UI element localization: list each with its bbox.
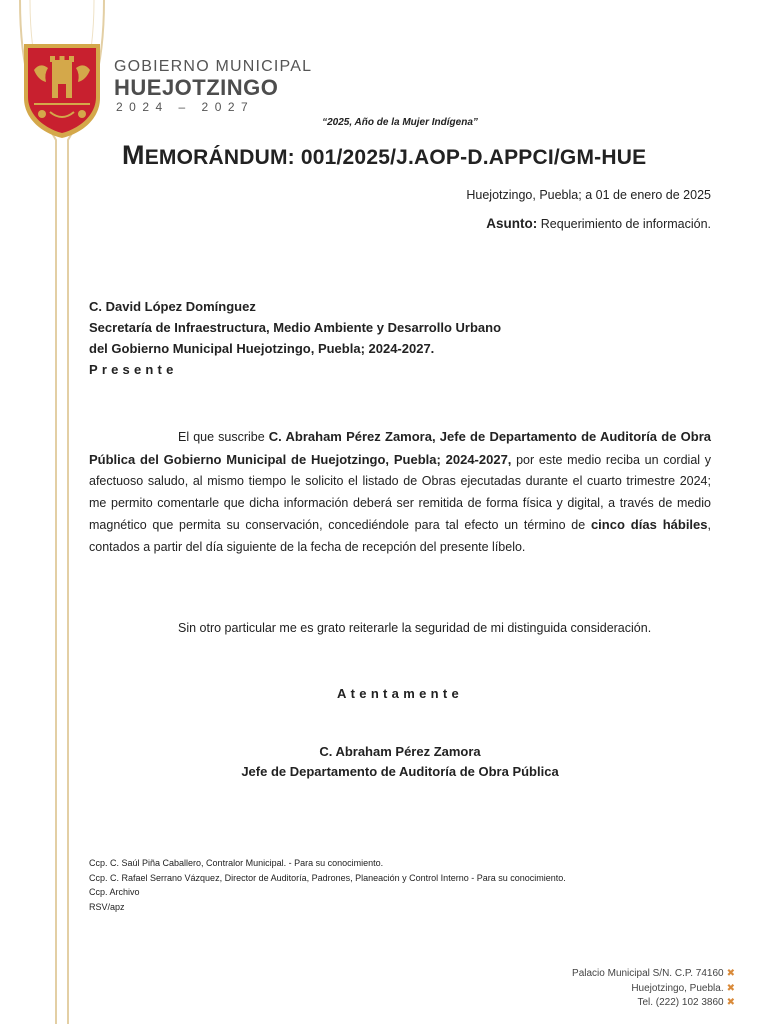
body-text-a: El que suscribe <box>178 430 269 444</box>
org-line-1: GOBIERNO MUNICIPAL <box>114 58 313 75</box>
body-signer-bold: C. Abraham Pérez Zamora, Jefe de Departamento de Auditoría de Obra Pública del Gobierno Municipal de Huejotzingo, Puebla; 2024-2027, <box>89 429 711 467</box>
ccp-line: Ccp. C. Rafael Serrano Vázquez, Director de Auditoría, Padrones, Planeación y Control Interno - Para su conocimiento. <box>89 872 566 883</box>
subject-line <box>486 216 711 231</box>
ccp-line: Ccp. Archivo <box>89 887 140 897</box>
footer-bullet-icon: ✖ <box>726 982 735 994</box>
org-years: 2024 – 2027 <box>116 100 255 114</box>
dateline: Huejotzingo, Puebla; a 01 de enero de 2025 <box>466 188 711 202</box>
closing-line: Sin otro particular me es grato reiterarle la seguridad de mi distinguida consideración. <box>178 621 652 635</box>
footer-bullet-icon: ✖ <box>726 997 735 1008</box>
addressee-entity: del Gobierno Municipal Huejotzingo, Puebla; 2024-2027. <box>89 341 435 356</box>
year-motto: “2025, Año de la Mujer Indígena” <box>322 117 478 128</box>
footer-phone: Tel. (222) 102 3860 ✖ <box>637 997 735 1008</box>
ccp-line: Ccp. C. Saúl Piña Caballero, Contralor Municipal. - Para su conocimiento. <box>89 858 384 868</box>
body-text-e: , contados a partir del día siguiente de la fecha de recepción del presente líbelo. <box>89 518 711 554</box>
ccp-list <box>89 856 566 914</box>
addressee-block <box>89 296 501 380</box>
presente-label: Presente <box>89 362 178 377</box>
footer-address: Palacio Municipal S/N. C.P. 74160 ✖ <box>572 968 735 979</box>
footer-bullet-icon: ✖ <box>726 968 735 979</box>
addressee-name: C. David López Domínguez <box>89 299 256 314</box>
memo-title-initial: M <box>122 140 145 170</box>
subject-text: Requerimiento de información. <box>537 217 711 231</box>
signer-title: Jefe de Departamento de Auditoría de Obra Pública <box>241 764 559 779</box>
body-deadline-bold: cinco días hábiles <box>590 517 708 533</box>
signer-name: C. Abraham Pérez Zamora <box>319 744 481 759</box>
footer-contact <box>572 967 735 1011</box>
body-text-c: por este medio reciba un cordial y afectuoso saludo, al mismo tiempo le solicito el listado de Obras ejecutadas durante el cuarto trimestre 2024; me permito comentarle que dicha información deberá ser remitida de forma física y digital, a través de medio magnético que permita su conservación, concediéndole para tal efecto un término de <box>89 452 711 533</box>
memo-title <box>122 140 646 171</box>
addressee-position: Secretaría de Infraestructura, Medio Ambiente y Desarrollo Urbano <box>89 320 502 335</box>
memo-title-rest: EMORÁNDUM: 001/2025/J.AOP-D.APPCI/GM-HUE <box>144 146 647 169</box>
atentamente-label: Atentamente <box>336 686 464 701</box>
memo-body-paragraph <box>89 426 711 559</box>
subject-label: Asunto: <box>486 216 538 231</box>
ccp-line: RSV/apz <box>89 901 125 912</box>
organization-name <box>114 58 312 114</box>
footer-city: Huejotzingo, Puebla. ✖ <box>631 982 735 994</box>
org-line-2: HUEJOTZINGO <box>114 75 279 100</box>
signature-block <box>0 742 768 782</box>
